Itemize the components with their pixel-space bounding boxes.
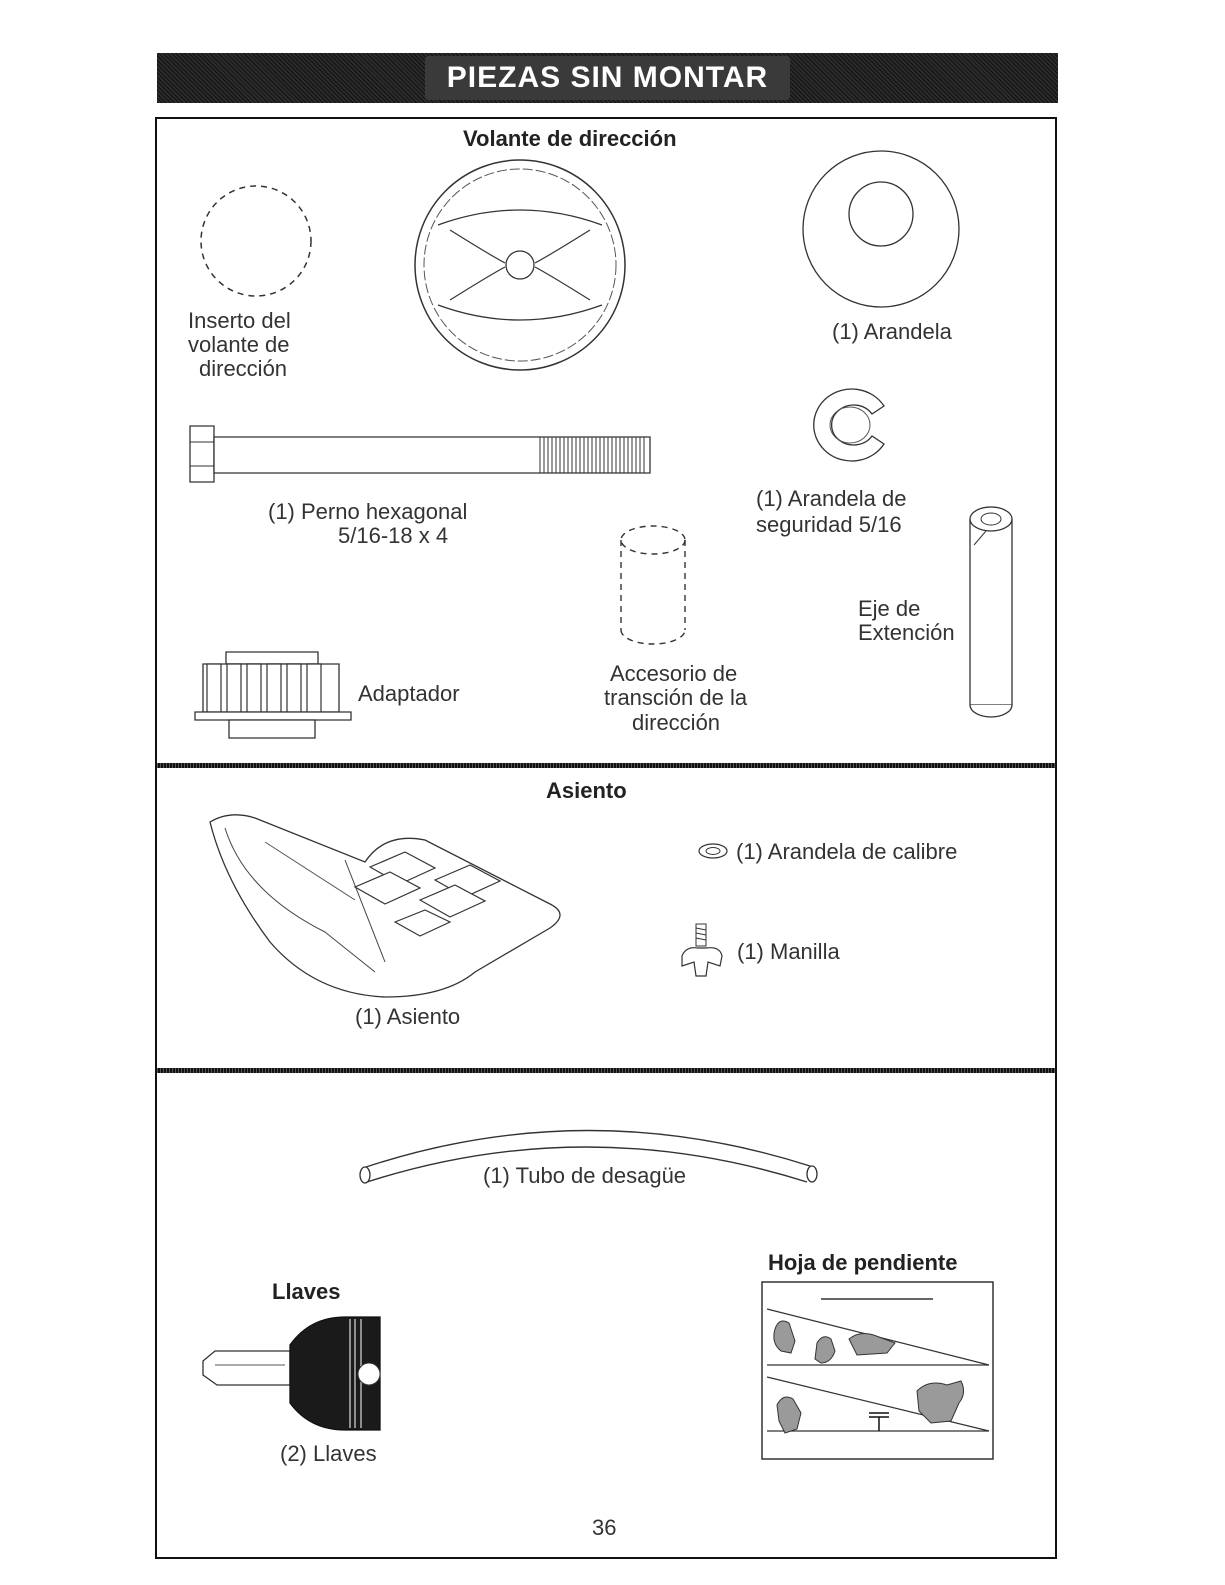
seat-label: (1) Asiento	[355, 1004, 461, 1029]
transition-accessory-label-line-3: dirección	[632, 710, 721, 735]
key-illustration	[195, 1315, 395, 1435]
gauge-washer-icon	[697, 842, 729, 860]
gauge-washer-label: (1) Arandela de calibre	[736, 839, 958, 864]
header-banner	[157, 53, 1058, 103]
lock-washer-illustration	[806, 384, 898, 466]
slope-sheet-illustration	[761, 1281, 994, 1461]
lock-washer-label-line-2: seguridad 5/16	[756, 512, 902, 537]
extension-shaft-illustration	[962, 505, 1020, 720]
washer-illustration	[800, 148, 962, 310]
steering-insert-label-line-1: Inserto del	[188, 308, 291, 333]
extension-shaft-label-line-1: Eje de	[858, 596, 921, 621]
section-divider-1	[155, 763, 1057, 768]
extension-shaft-label-line-2: Extención	[858, 620, 955, 645]
hex-bolt-illustration	[188, 424, 658, 486]
page-title: PIEZAS SIN MONTAR	[425, 56, 790, 100]
transition-accessory-illustration	[617, 522, 689, 650]
transition-accessory-label-line-2: transción de la	[604, 685, 748, 710]
slope-sheet-title: Hoja de pendiente	[768, 1250, 958, 1275]
lock-washer-label-line-1: (1) Arandela de	[756, 486, 907, 511]
seat-illustration	[205, 812, 575, 1002]
adapter-illustration	[193, 650, 353, 742]
hex-bolt-label-line-2: 5/16-18 x 4	[338, 523, 449, 548]
transition-accessory-label-line-1: Accesorio de	[610, 661, 738, 686]
steering-insert-illustration	[198, 183, 318, 303]
steering-wheel-illustration	[410, 155, 630, 375]
page-number: 36	[592, 1515, 617, 1540]
seat-section-title: Asiento	[546, 778, 627, 803]
knob-icon	[678, 922, 726, 980]
hex-bolt-label-line-1: (1) Perno hexagonal	[268, 499, 468, 524]
steering-section-title: Volante de dirección	[463, 126, 677, 151]
section-divider-2	[155, 1068, 1057, 1073]
steering-insert-label-line-3: dirección	[199, 356, 288, 381]
adapter-label: Adaptador	[358, 681, 460, 706]
washer-label: (1) Arandela	[832, 319, 952, 344]
knob-label: (1) Manilla	[737, 939, 840, 964]
keys-label: (2) Llaves	[280, 1441, 377, 1466]
steering-insert-label-line-2: volante de	[188, 332, 290, 357]
keys-title: Llaves	[272, 1279, 341, 1304]
drain-tube-label: (1) Tubo de desagüe	[483, 1163, 687, 1188]
